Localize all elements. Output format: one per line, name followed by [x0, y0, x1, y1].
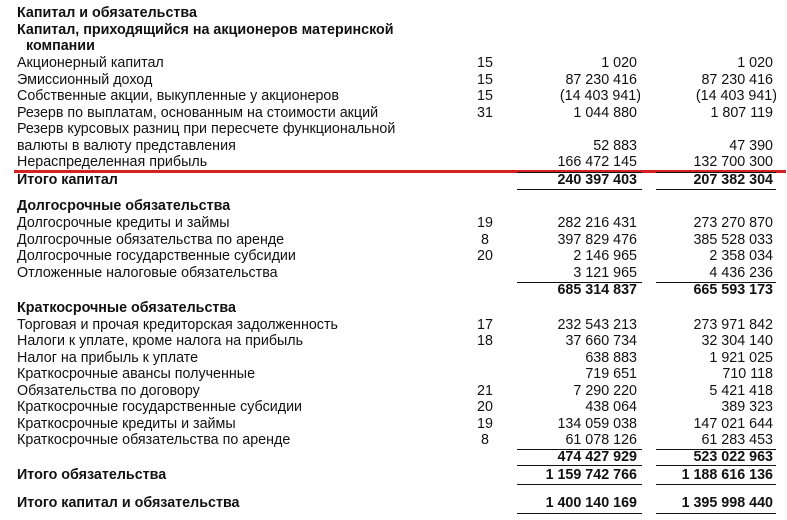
row-value-prior: 5 421 418	[709, 383, 773, 399]
row-label: Обязательства по договору	[17, 383, 200, 399]
row-value-prior: 207 382 304	[693, 172, 773, 188]
row-note: 18	[477, 333, 493, 349]
row-note: 21	[477, 383, 493, 399]
row-value-prior: 4 436 236	[709, 265, 773, 281]
table-row	[0, 121, 787, 138]
row-value-current: 166 472 145	[557, 154, 637, 170]
row-label: Краткосрочные обязательства по аренде	[17, 432, 291, 448]
row-value-prior: 1 807 119	[710, 105, 773, 121]
row-value-current: 3 121 965	[573, 265, 637, 281]
row-label: Собственные акции, выкупленные у акционеров	[17, 88, 339, 104]
row-value-prior: 523 022 963	[693, 449, 773, 465]
row-value-prior: 1 921 025	[709, 350, 773, 366]
row-value-current: 2 146 965	[573, 248, 637, 264]
row-value-prior: (14 403 941)	[695, 88, 777, 104]
total-equity-row	[0, 172, 787, 189]
row-value-current: 87 230 416	[565, 72, 637, 88]
row-value-prior: 1 020	[737, 55, 773, 71]
table-row	[0, 366, 787, 383]
heading-label: Долгосрочные обязательства	[17, 198, 231, 214]
grand-total-row	[0, 495, 787, 512]
row-note: 19	[477, 215, 493, 231]
row-value-current: 1 020	[601, 55, 637, 71]
row-value-current: 232 543 213	[557, 317, 637, 333]
row-label: Торговая и прочая кредиторская задолженность	[17, 317, 338, 333]
row-label: Итого капитал	[17, 172, 118, 188]
row-value-current: 1 159 742 766	[545, 467, 637, 483]
row-value-prior: 1 395 998 440	[681, 495, 773, 511]
row-value-prior: 147 021 644	[693, 416, 773, 432]
total-rule	[656, 189, 776, 190]
table-row	[0, 350, 787, 367]
table-row	[0, 154, 787, 171]
heading-label: компании	[26, 38, 95, 54]
row-label: Нераспределенная прибыль	[17, 154, 208, 170]
row-label: Краткосрочные авансы полученные	[17, 366, 256, 382]
longterm-total-row	[0, 282, 787, 299]
table-row	[0, 432, 787, 449]
total-rule	[517, 189, 642, 190]
row-value-current: 240 397 403	[557, 172, 637, 188]
subtotal-rule	[656, 465, 776, 466]
row-note: 31	[477, 105, 493, 121]
row-value-current: 474 427 929	[557, 449, 637, 465]
total-rule	[656, 513, 776, 514]
table-row	[0, 333, 787, 350]
row-label: Итого капитал и обязательства	[17, 495, 240, 511]
row-value-current: 438 064	[585, 399, 637, 415]
table-row	[0, 215, 787, 232]
row-value-current: 1 044 880	[573, 105, 637, 121]
table-row	[0, 55, 787, 72]
row-label: Долгосрочные государственные субсидии	[17, 248, 296, 264]
row-value-prior: 665 593 173	[693, 282, 773, 298]
row-value-current: 61 078 126	[565, 432, 637, 448]
row-label: Налоги к уплате, кроме налога на прибыль	[17, 333, 304, 349]
total-rule	[517, 484, 642, 485]
row-label: Долгосрочные кредиты и займы	[17, 215, 230, 231]
row-value-prior: 32 304 140	[701, 333, 773, 349]
row-value-current: 134 059 038	[557, 416, 637, 432]
row-note: 19	[477, 416, 493, 432]
total-rule	[517, 513, 642, 514]
row-label: Резерв курсовых разниц при пересчете функциональной	[17, 121, 396, 137]
table-row	[0, 265, 787, 282]
table-row	[0, 317, 787, 334]
table-row	[0, 248, 787, 265]
row-value-prior: 710 118	[722, 366, 773, 382]
row-label: Краткосрочные государственные субсидии	[17, 399, 303, 415]
row-value-prior: 273 971 842	[693, 317, 773, 333]
heading-label: Краткосрочные обязательства	[17, 300, 236, 316]
section-heading-capital-and-liabilities	[0, 5, 787, 22]
row-value-current: 52 883	[593, 138, 637, 154]
row-note: 20	[477, 399, 493, 415]
row-value-prior: 132 700 300	[693, 154, 773, 170]
row-value-current: 37 660 734	[565, 333, 637, 349]
row-note: 17	[477, 317, 493, 333]
row-value-prior: 87 230 416	[701, 72, 773, 88]
row-note: 15	[477, 55, 493, 71]
row-label: валюты в валюту представления	[17, 138, 236, 154]
row-value-current: 719 651	[585, 366, 637, 382]
table-row	[0, 88, 787, 105]
row-value-current: 397 829 476	[557, 232, 637, 248]
row-label: Резерв по выплатам, основанным на стоимости акций	[17, 105, 379, 121]
row-value-prior: 61 283 453	[701, 432, 773, 448]
row-label: Отложенные налоговые обязательства	[17, 265, 278, 281]
row-note: 8	[481, 432, 489, 448]
row-label: Долгосрочные обязательства по аренде	[17, 232, 285, 248]
row-value-current: 282 216 431	[557, 215, 637, 231]
table-row	[0, 72, 787, 89]
row-value-prior: 389 323	[721, 399, 773, 415]
table-row	[0, 399, 787, 416]
table-row	[0, 232, 787, 249]
row-value-current: 685 314 837	[557, 282, 637, 298]
table-row	[0, 416, 787, 433]
section-heading-shortterm	[0, 300, 787, 317]
heading-label: Капитал и обязательства	[17, 5, 197, 21]
row-label: Краткосрочные кредиты и займы	[17, 416, 236, 432]
row-note: 20	[477, 248, 493, 264]
total-rule	[656, 484, 776, 485]
subheading-parent-equity-cont	[0, 38, 787, 55]
row-note: 8	[481, 232, 489, 248]
row-note: 15	[477, 88, 493, 104]
row-label: Эмиссионный доход	[17, 72, 153, 88]
row-value-prior: 1 188 616 136	[681, 467, 773, 483]
row-label: Итого обязательства	[17, 467, 167, 483]
table-row	[0, 138, 787, 155]
row-value-prior: 2 358 034	[709, 248, 773, 264]
row-label: Налог на прибыль к уплате	[17, 350, 199, 366]
total-liabilities-row	[0, 467, 787, 484]
heading-label: Капитал, приходящийся на акционеров материнской	[17, 22, 394, 38]
subheading-parent-equity	[0, 22, 787, 39]
subtotal-rule	[517, 465, 642, 466]
row-value-current: 1 400 140 169	[545, 495, 637, 511]
row-label: Акционерный капитал	[17, 55, 164, 71]
table-row	[0, 105, 787, 122]
row-value-current: 638 883	[585, 350, 637, 366]
table-row	[0, 383, 787, 400]
row-value-prior: 47 390	[729, 138, 773, 154]
shortterm-total-row	[0, 449, 787, 466]
section-heading-longterm	[0, 198, 787, 215]
row-value-prior: 273 270 870	[693, 215, 773, 231]
row-note: 15	[477, 72, 493, 88]
row-value-current: (14 403 941)	[559, 88, 641, 104]
row-value-current: 7 290 220	[573, 383, 637, 399]
row-value-prior: 385 528 033	[693, 232, 773, 248]
